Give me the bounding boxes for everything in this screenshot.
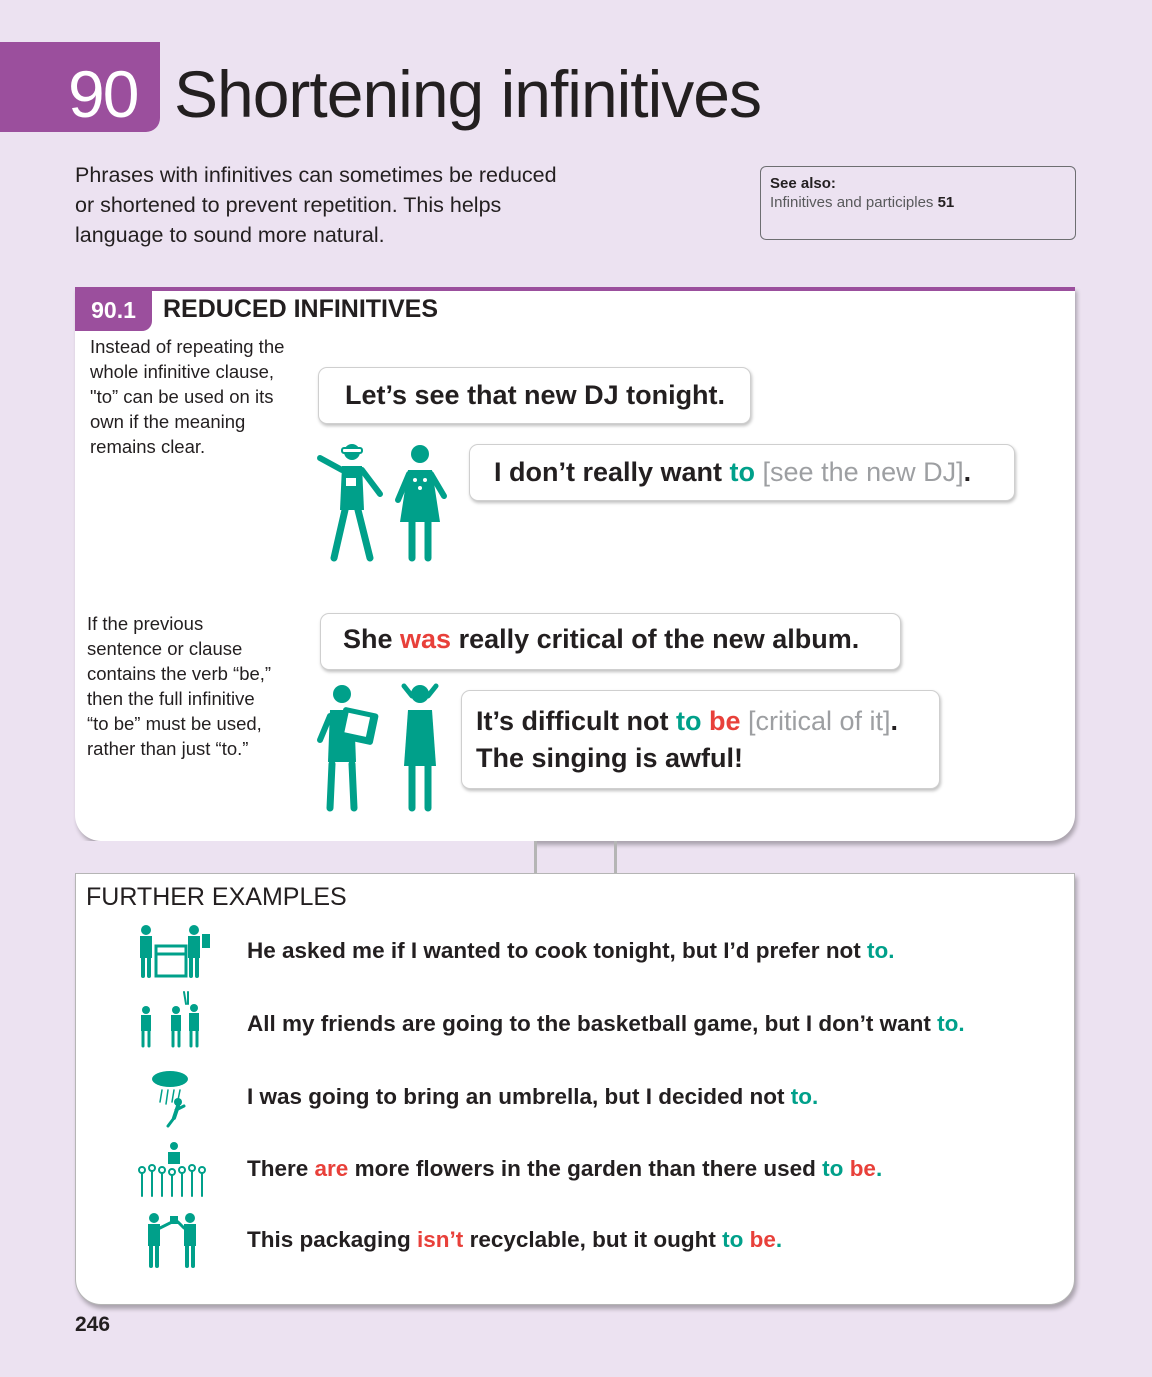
- chapter-number: 90: [68, 57, 138, 131]
- flowers-icon: [134, 1140, 212, 1198]
- speech-text: really critical of the new album.: [451, 624, 860, 654]
- further-examples-title: FURTHER EXAMPLES: [86, 883, 347, 911]
- intro-text: Phrases with infinitives can sometimes be reduced or shortened to prevent repetition. This helps language to sound more natural.: [75, 163, 557, 247]
- two-cooks-icon: [134, 922, 212, 980]
- example-text: recyclable, but it ought: [463, 1227, 723, 1252]
- section-title: REDUCED INFINITIVES: [163, 295, 439, 323]
- punctuation: .: [812, 1084, 819, 1109]
- punctuation: .: [963, 457, 972, 487]
- panel-connector-left: [75, 841, 537, 873]
- page-number: 246: [75, 1313, 111, 1336]
- example-4: [247, 1156, 882, 1182]
- see-also-text: Infinitives and participles: [770, 194, 934, 211]
- panel-connector-right: [614, 841, 1076, 873]
- friends-basketball-icon: [134, 990, 212, 1048]
- punctuation: .: [775, 1227, 783, 1252]
- punctuation: .: [890, 706, 899, 736]
- infinitive-be: be: [849, 1156, 876, 1181]
- reply-line-2: The singing is awful!: [476, 743, 744, 773]
- two-people-dj-icon: [312, 440, 462, 562]
- example-1: [247, 938, 895, 964]
- speech-text: Let’s see that new DJ tonight.: [345, 380, 726, 410]
- see-also-box: [760, 166, 1076, 240]
- speech-bubble-3: [320, 613, 901, 670]
- example-text: All my friends are going to the basketball game, but I don’t want: [247, 1011, 938, 1036]
- verb-be: are: [314, 1156, 349, 1181]
- note-reduced: Instead of repeating the whole infinitive clause, "to” can be used on its own if the meaning remains clear.: [90, 336, 285, 457]
- packaging-icon: [134, 1210, 212, 1268]
- speech-bubble-4: [461, 690, 940, 789]
- infinitive-be: be: [749, 1227, 776, 1252]
- speech-bubble-2: [469, 444, 1015, 501]
- example-text: This packaging: [247, 1227, 418, 1252]
- reply-text: It’s difficult not: [476, 706, 676, 736]
- example-text: There: [247, 1156, 315, 1181]
- see-also-link[interactable]: [770, 194, 1066, 211]
- infinitive-to: to: [822, 1156, 844, 1181]
- two-people-album-icon: [312, 682, 462, 812]
- infinitive-be: be: [708, 706, 741, 736]
- note-to-be: If the previous sentence or clause contains the verb “be,” then the full infinitive “to be” must be used, rather than just “to.”: [87, 613, 272, 759]
- example-text: I was going to bring an umbrella, but I decided not: [247, 1084, 791, 1109]
- reply-text: I don’t really want: [494, 457, 730, 487]
- speech-bubble-1: [318, 367, 751, 424]
- omitted-text: [see the new DJ]: [755, 457, 964, 487]
- speech-text: She: [343, 624, 401, 654]
- infinitive-to: to: [675, 706, 702, 736]
- umbrella-rain-icon: [134, 1070, 212, 1128]
- infinitive-to: to: [722, 1227, 744, 1252]
- page-title: Shortening infinitives: [174, 57, 762, 131]
- see-also-heading: See also:: [770, 175, 836, 192]
- example-2: [247, 1011, 965, 1037]
- example-5: [247, 1227, 782, 1253]
- punctuation: .: [958, 1011, 965, 1036]
- infinitive-to: to: [729, 457, 756, 487]
- punctuation: .: [888, 938, 895, 963]
- infinitive-to: to: [867, 938, 889, 963]
- verb-be: isn’t: [417, 1227, 464, 1252]
- section-number: 90.1: [75, 287, 152, 331]
- example-text: He asked me if I wanted to cook tonight, but I’d prefer not: [247, 938, 868, 963]
- punctuation: .: [875, 1156, 883, 1181]
- infinitive-to: to: [937, 1011, 959, 1036]
- example-3: [247, 1084, 818, 1110]
- verb-be: was: [400, 624, 452, 654]
- example-text: more flowers in the garden than there used: [348, 1156, 823, 1181]
- omitted-text: [critical of it]: [740, 706, 891, 736]
- infinitive-to: to: [790, 1084, 813, 1109]
- see-also-ref: 51: [937, 194, 955, 211]
